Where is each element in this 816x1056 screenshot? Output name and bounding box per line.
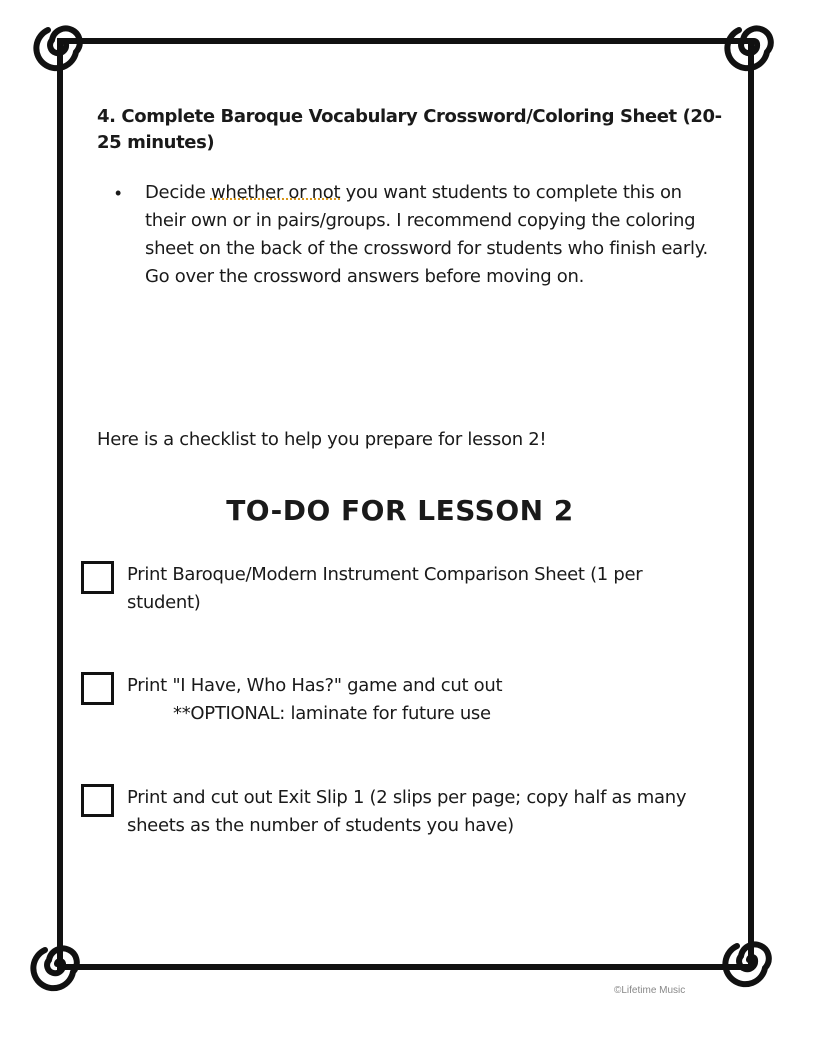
checkbox[interactable] (81, 784, 114, 817)
checklist-item-text: Print and cut out Exit Slip 1 (2 slips per page; copy half as many sheets as the number of students you have) (127, 787, 687, 836)
todo-title: TO-DO FOR LESSON 2 (226, 494, 574, 527)
spiral-icon (724, 14, 784, 74)
copyright-notice: ©Lifetime Music (614, 985, 686, 996)
bullet-text-rest: you want students to complete this on their own or in pairs/groups. I recommend copying the coloring sheet on the back of the crossword for students who finish early. Go over the crossword answers before moving on. (145, 182, 708, 287)
spiral-icon (30, 934, 90, 994)
step-heading: 4. Complete Baroque Vocabulary Crossword/Coloring Sheet (20-25 minutes) (97, 106, 722, 153)
checklist-item-text: Print Baroque/Modern Instrument Comparison Sheet (1 per student) (127, 564, 643, 613)
checkbox[interactable] (81, 672, 114, 705)
spiral-icon (722, 930, 782, 990)
checklist-intro: Here is a checklist to help you prepare for lesson 2! (97, 429, 547, 450)
bullet-marker: • (115, 183, 122, 203)
checkbox[interactable] (81, 561, 114, 594)
checklist-item-note: **OPTIONAL: laminate for future use (173, 703, 491, 724)
spiral-icon (33, 14, 93, 74)
checklist-item-text (127, 672, 717, 728)
checklist-item-label: Print "I Have, Who Has?" game and cut out (127, 675, 503, 696)
spellcheck-underlined-phrase: whether or not (210, 182, 341, 203)
bullet-text (145, 179, 710, 291)
bullet-text-start: Decide (145, 182, 211, 203)
